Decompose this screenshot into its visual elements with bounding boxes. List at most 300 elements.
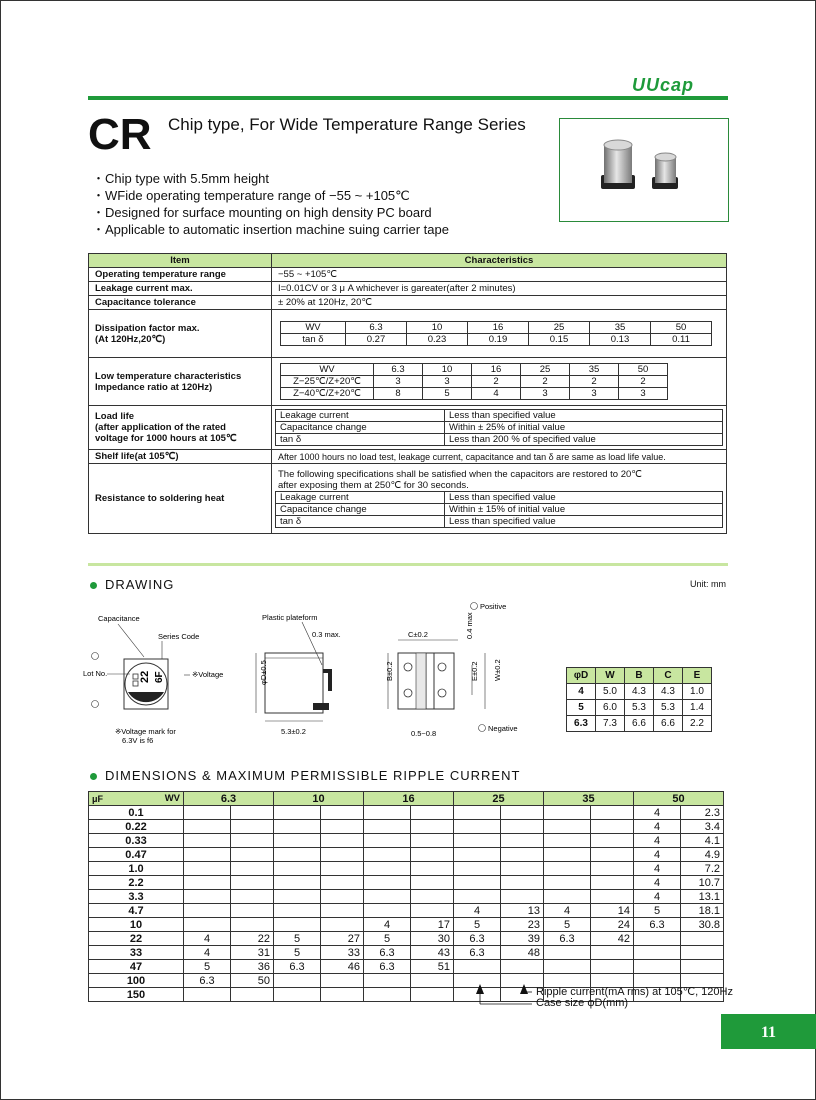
- dim-cell: 6.6: [625, 716, 654, 732]
- ripple-current-cell: [411, 820, 454, 834]
- ripple-current-cell: [231, 820, 274, 834]
- spec-header-characteristics: Characteristics: [272, 254, 727, 268]
- arrow-up-icon: [476, 984, 484, 994]
- lt-head: 50: [619, 364, 668, 376]
- capacitance-cell: 0.22: [89, 820, 184, 834]
- case-size-cell: [544, 820, 591, 834]
- ripple-current-cell: [591, 820, 634, 834]
- marking-22: 22: [139, 670, 151, 683]
- ripple-current-cell: 2.3: [681, 806, 724, 820]
- ripple-current-cell: 51: [411, 960, 454, 974]
- case-size-cell: [274, 806, 321, 820]
- case-size-cell: [544, 848, 591, 862]
- case-size-cell: 5: [544, 918, 591, 932]
- case-size-cell: [274, 876, 321, 890]
- ripple-current-cell: [411, 848, 454, 862]
- ripple-current-cell: 22: [231, 932, 274, 946]
- ripple-current-cell: 31: [231, 946, 274, 960]
- unit-label: Unit: mm: [690, 579, 726, 589]
- case-size-cell: [454, 890, 501, 904]
- ripple-current-cell: 30: [411, 932, 454, 946]
- wv-head: 16: [364, 792, 454, 806]
- case-size-cell: [544, 890, 591, 904]
- lt-value: 4: [472, 388, 521, 400]
- ripple-current-cell: [501, 820, 544, 834]
- table-row: [89, 806, 724, 820]
- dim-head: B: [625, 668, 654, 684]
- dim-cell: 6.0: [596, 700, 625, 716]
- case-size-cell: 4: [634, 848, 681, 862]
- spec-label: [89, 310, 272, 358]
- dim-cell: 2.2: [683, 716, 712, 732]
- table-row: [89, 932, 724, 946]
- dim-head: E: [683, 668, 712, 684]
- case-size-cell: [184, 988, 231, 1002]
- product-photo: [559, 118, 729, 222]
- table-row: [89, 862, 724, 876]
- ripple-current-cell: [411, 876, 454, 890]
- case-size-cell: 6.3: [184, 974, 231, 988]
- case-size-cell: [544, 862, 591, 876]
- df-head: 50: [651, 322, 712, 334]
- wv-head: 10: [274, 792, 364, 806]
- capacitance-cell: 4.7: [89, 904, 184, 918]
- ripple-current-cell: [501, 834, 544, 848]
- ripple-current-cell: 39: [501, 932, 544, 946]
- case-size-cell: [364, 820, 411, 834]
- ripple-current-cell: [591, 960, 634, 974]
- df-head: 35: [590, 322, 651, 334]
- case-size-cell: 6.3: [364, 946, 411, 960]
- ripple-current-cell: [411, 806, 454, 820]
- case-size-cell: 4: [634, 876, 681, 890]
- dim-cell: 5.0: [596, 684, 625, 700]
- brand-logo: UUcap: [632, 75, 695, 95]
- ripple-current-cell: [231, 918, 274, 932]
- case-size-cell: 5: [274, 946, 321, 960]
- case-size-cell: [184, 806, 231, 820]
- ripple-current-cell: [411, 904, 454, 918]
- lt-value: 2: [570, 376, 619, 388]
- feature-item: ・WFide operating temperature range of −55 ~ +105℃: [92, 188, 410, 203]
- ripple-current-cell: [231, 862, 274, 876]
- df-value: tan δ: [281, 334, 346, 346]
- solder-note: The following specifications shall be satisfied when the capacitors are restored to 20℃: [278, 469, 642, 480]
- dim-label: 5.3±0.2: [281, 727, 306, 736]
- dimension-drawing: [80, 595, 540, 765]
- case-size-cell: [634, 960, 681, 974]
- lt-value: Z−40℃/Z+20℃: [281, 388, 374, 400]
- lt-value: 5: [423, 388, 472, 400]
- case-size-cell: 5: [184, 960, 231, 974]
- case-size-cell: [274, 918, 321, 932]
- drawing-label: 0.3 max.: [312, 630, 341, 639]
- ripple-current-cell: [321, 834, 364, 848]
- case-size-cell: 4: [184, 946, 231, 960]
- spec-label-line: voltage for 1000 hours at 105℃: [95, 433, 237, 444]
- wv-head: 6.3: [184, 792, 274, 806]
- spec-label: Leakage current max.: [89, 282, 272, 296]
- legend-case: Case size φD(mm): [536, 997, 629, 1009]
- drawing-label: Negative: [488, 724, 518, 733]
- table-row: [89, 918, 724, 932]
- case-size-cell: 6.3: [544, 932, 591, 946]
- ripple-current-cell: 18.1: [681, 904, 724, 918]
- dim-cell: 1.4: [683, 700, 712, 716]
- ripple-current-cell: [591, 946, 634, 960]
- ripple-current-cell: 30.8: [681, 918, 724, 932]
- ripple-current-cell: 10.7: [681, 876, 724, 890]
- df-head: WV: [281, 322, 346, 334]
- wv-head: 50: [634, 792, 724, 806]
- case-size-cell: [364, 806, 411, 820]
- table-row: [89, 960, 724, 974]
- case-size-cell: [184, 862, 231, 876]
- dim-cell: 4.3: [625, 684, 654, 700]
- case-size-cell: 4: [184, 932, 231, 946]
- solder-item: Capacitance change: [276, 504, 445, 516]
- df-value: 0.23: [407, 334, 468, 346]
- solder-value: Less than specified value: [445, 516, 723, 528]
- case-size-cell: [274, 834, 321, 848]
- drawing-heading: [90, 577, 174, 592]
- low-temp-table: [280, 363, 668, 400]
- ripple-current-cell: [681, 946, 724, 960]
- ripple-current-cell: 43: [411, 946, 454, 960]
- ripple-current-cell: [411, 974, 454, 988]
- lt-cell: [272, 358, 727, 406]
- ripple-current-cell: [231, 890, 274, 904]
- ll-item: tan δ: [276, 434, 445, 446]
- ripple-current-cell: 23: [501, 918, 544, 932]
- ripple-heading: [90, 768, 520, 783]
- spec-label-line: (after application of the rated: [95, 422, 226, 433]
- lt-value: 3: [521, 388, 570, 400]
- ripple-current-cell: [501, 960, 544, 974]
- load-life-cell: [272, 406, 727, 450]
- feature-item: ・Applicable to automatic insertion machine suing carrier tape: [92, 222, 449, 237]
- case-size-cell: [184, 820, 231, 834]
- ripple-current-cell: 7.2: [681, 862, 724, 876]
- spec-label-line: Impedance ratio at 120Hz): [95, 381, 213, 393]
- case-size-cell: [274, 974, 321, 988]
- case-size-cell: 6.3: [634, 918, 681, 932]
- capacitor-photo-image: [560, 119, 728, 221]
- case-size-cell: 5: [454, 918, 501, 932]
- case-size-cell: [364, 862, 411, 876]
- case-size-cell: [634, 946, 681, 960]
- spec-header-item: Item: [89, 254, 272, 268]
- drawing-heading-text: DRAWING: [105, 577, 175, 592]
- df-value: 0.27: [346, 334, 407, 346]
- spec-label-line: Low temperature characteristics: [95, 370, 242, 382]
- wv-head: 35: [544, 792, 634, 806]
- solder-cell: [272, 464, 727, 534]
- case-size-cell: [454, 820, 501, 834]
- spec-label: Resistance to soldering heat: [89, 464, 272, 534]
- ll-item: Capacitance change: [276, 422, 445, 434]
- case-size-cell: [184, 890, 231, 904]
- ripple-current-cell: 13: [501, 904, 544, 918]
- ripple-current-cell: [501, 862, 544, 876]
- capacitance-cell: 1.0: [89, 862, 184, 876]
- bullet-icon: [90, 773, 97, 780]
- ripple-current-cell: 46: [321, 960, 364, 974]
- lt-head: 10: [423, 364, 472, 376]
- solder-value: Within ± 15% of initial value: [445, 504, 723, 516]
- df-head: 16: [468, 322, 529, 334]
- dim-cell: 4: [567, 684, 596, 700]
- lt-head: 6.3: [374, 364, 423, 376]
- table-row: [89, 820, 724, 834]
- feature-list: [92, 170, 449, 238]
- lt-value: 3: [570, 388, 619, 400]
- spec-label: [89, 406, 272, 450]
- dim-cell: 6.3: [567, 716, 596, 732]
- table-row: [89, 946, 724, 960]
- ripple-heading-text: DIMENSIONS & MAXIMUM PERMISSIBLE RIPPLE CURRENT: [105, 768, 521, 783]
- ripple-current-cell: 17: [411, 918, 454, 932]
- ripple-current-cell: [321, 848, 364, 862]
- ripple-table: [88, 791, 724, 1002]
- df-head: 25: [529, 322, 590, 334]
- ripple-current-cell: 14: [591, 904, 634, 918]
- case-size-cell: [184, 848, 231, 862]
- ripple-current-cell: [501, 806, 544, 820]
- case-size-cell: 5: [274, 932, 321, 946]
- legend-ripple: Ripple current(mA rms) at 105℃, 120Hz: [536, 986, 733, 998]
- ripple-current-cell: [591, 806, 634, 820]
- case-size-cell: [544, 806, 591, 820]
- case-size-cell: [364, 988, 411, 1002]
- ripple-current-cell: [411, 890, 454, 904]
- case-size-cell: 4: [634, 820, 681, 834]
- dim-head: C: [654, 668, 683, 684]
- feature-item: ・Designed for surface mounting on high density PC board: [92, 205, 432, 220]
- lt-value: 3: [619, 388, 668, 400]
- spec-label: [89, 358, 272, 406]
- drawing-label: Series Code: [158, 632, 200, 641]
- case-size-cell: [184, 904, 231, 918]
- ripple-current-cell: [681, 932, 724, 946]
- spec-value: −55 ~ +105℃: [272, 268, 727, 282]
- ripple-current-cell: [231, 806, 274, 820]
- dim-cell: 5.3: [654, 700, 683, 716]
- corner-wv: WV: [164, 792, 180, 804]
- solder-value: Less than specified value: [445, 492, 723, 504]
- series-code: CR: [88, 110, 152, 159]
- dim-label: C±0.2: [408, 630, 428, 639]
- case-size-cell: [454, 876, 501, 890]
- solder-note: after exposing them at 250℃ for 30 seconds.: [278, 480, 469, 491]
- side-view: [256, 613, 341, 736]
- dim-cell: 6.6: [654, 716, 683, 732]
- table-row: [89, 876, 724, 890]
- df-value: 0.13: [590, 334, 651, 346]
- ripple-current-cell: [501, 848, 544, 862]
- ll-item: Leakage current: [276, 410, 445, 422]
- case-size-cell: [274, 862, 321, 876]
- feature-item: ・Chip type with 5.5mm height: [92, 171, 270, 186]
- case-size-cell: [454, 834, 501, 848]
- spec-label: Capacitance tolerance: [89, 296, 272, 310]
- spec-label-line: Dissipation factor max.: [95, 322, 200, 334]
- capacitance-cell: 10: [89, 918, 184, 932]
- ripple-current-cell: 36: [231, 960, 274, 974]
- dim-label: 0.4 max: [465, 612, 474, 639]
- dim-cell: 4.3: [654, 684, 683, 700]
- drawing-label: Plastic plateform: [262, 613, 318, 622]
- spec-label: Operating temperature range: [89, 268, 272, 282]
- dimension-table: [566, 667, 712, 732]
- ripple-current-cell: [501, 876, 544, 890]
- case-size-cell: 4: [364, 918, 411, 932]
- ripple-current-cell: [231, 876, 274, 890]
- ripple-current-cell: [321, 876, 364, 890]
- capacitance-cell: 2.2: [89, 876, 184, 890]
- dim-label: B±0.2: [385, 661, 394, 681]
- ripple-current-cell: [321, 918, 364, 932]
- case-size-cell: [544, 960, 591, 974]
- dim-cell: 5.3: [625, 700, 654, 716]
- df-head: 6.3: [346, 322, 407, 334]
- header-rule: [88, 96, 728, 100]
- case-size-cell: [274, 890, 321, 904]
- dim-label: W±0.2: [493, 659, 502, 681]
- case-size-cell: [274, 988, 321, 1002]
- df-head: 10: [407, 322, 468, 334]
- lt-value: Z−25℃/Z+20℃: [281, 376, 374, 388]
- wv-head: 25: [454, 792, 544, 806]
- capacitance-cell: 3.3: [89, 890, 184, 904]
- case-size-cell: [454, 848, 501, 862]
- lt-value: 8: [374, 388, 423, 400]
- case-size-cell: [544, 876, 591, 890]
- table-row: [89, 848, 724, 862]
- ripple-current-cell: [591, 862, 634, 876]
- marking-6f: 6F: [154, 671, 165, 683]
- case-size-cell: [454, 960, 501, 974]
- ripple-current-cell: [321, 820, 364, 834]
- lt-head: WV: [281, 364, 374, 376]
- capacitance-cell: 100: [89, 974, 184, 988]
- load-life-table: [275, 409, 723, 446]
- lt-value: 2: [521, 376, 570, 388]
- solder-table: [275, 491, 723, 528]
- page-number: 11: [721, 1014, 816, 1049]
- ripple-current-cell: 33: [321, 946, 364, 960]
- ripple-current-cell: [321, 988, 364, 1002]
- case-size-cell: 6.3: [274, 960, 321, 974]
- case-size-cell: [184, 834, 231, 848]
- ripple-current-cell: 24: [591, 918, 634, 932]
- section-divider: [88, 563, 728, 566]
- lt-head: 25: [521, 364, 570, 376]
- case-size-cell: [364, 904, 411, 918]
- case-size-cell: 5: [634, 904, 681, 918]
- drawing-label: Positive: [480, 602, 507, 611]
- ripple-current-cell: [321, 862, 364, 876]
- dim-head: φD: [567, 668, 596, 684]
- case-size-cell: [184, 876, 231, 890]
- solder-item: tan δ: [276, 516, 445, 528]
- case-size-cell: 4: [634, 862, 681, 876]
- capacitance-cell: 33: [89, 946, 184, 960]
- case-size-cell: [364, 876, 411, 890]
- case-size-cell: [274, 820, 321, 834]
- ripple-current-cell: 3.4: [681, 820, 724, 834]
- case-size-cell: [544, 946, 591, 960]
- spec-value: After 1000 hours no load test, leakage current, capacitance and tan δ are same as load life value.: [272, 450, 727, 464]
- case-size-cell: [364, 974, 411, 988]
- case-size-cell: [454, 862, 501, 876]
- df-value: 0.15: [529, 334, 590, 346]
- capacitance-cell: 150: [89, 988, 184, 1002]
- lt-value: 3: [374, 376, 423, 388]
- capacitance-cell: 22: [89, 932, 184, 946]
- ripple-current-cell: 13.1: [681, 890, 724, 904]
- ripple-current-cell: [231, 904, 274, 918]
- drawing-label: Lot No.: [83, 669, 108, 678]
- case-size-cell: 4: [634, 806, 681, 820]
- lt-value: 2: [619, 376, 668, 388]
- spec-value: I=0.01CV or 3 μ A whichever is gareater(after 2 minutes): [272, 282, 727, 296]
- corner-uf: μF: [92, 793, 104, 804]
- case-size-cell: 4: [454, 904, 501, 918]
- ripple-current-cell: [681, 960, 724, 974]
- table-row: [89, 890, 724, 904]
- case-size-cell: [454, 806, 501, 820]
- bullet-icon: [90, 582, 97, 589]
- df-value: 0.19: [468, 334, 529, 346]
- drawing-label: ※Voltage: [192, 670, 224, 679]
- ripple-current-cell: [231, 988, 274, 1002]
- spec-label-line: (At 120Hz,20℃): [95, 333, 166, 345]
- case-size-cell: 6.3: [454, 946, 501, 960]
- case-size-cell: [544, 834, 591, 848]
- case-size-cell: 4: [544, 904, 591, 918]
- case-size-cell: [634, 932, 681, 946]
- ripple-current-cell: [411, 988, 454, 1002]
- spec-value: ± 20% at 120Hz, 20℃: [272, 296, 727, 310]
- ripple-corner: [89, 792, 184, 806]
- case-size-cell: [274, 904, 321, 918]
- spec-label-line: Load life: [95, 411, 135, 422]
- table-row: [89, 904, 724, 918]
- drawing-label: Capacitance: [98, 614, 140, 623]
- ripple-current-cell: [321, 904, 364, 918]
- top-view: [83, 614, 223, 745]
- table-row: [89, 834, 724, 848]
- case-size-cell: [364, 890, 411, 904]
- ripple-current-cell: [231, 834, 274, 848]
- spec-table: [88, 253, 727, 534]
- lt-head: 35: [570, 364, 619, 376]
- capacitance-cell: 0.1: [89, 806, 184, 820]
- dim-label: 0.5~0.8: [411, 729, 437, 738]
- ripple-current-cell: [591, 834, 634, 848]
- lt-value: 2: [472, 376, 521, 388]
- ripple-current-cell: [321, 890, 364, 904]
- dim-cell: 5: [567, 700, 596, 716]
- ripple-current-cell: [411, 862, 454, 876]
- drawing-note: 6.3V is f6: [122, 736, 154, 745]
- ripple-current-cell: [591, 876, 634, 890]
- ripple-current-cell: [501, 890, 544, 904]
- lt-head: 16: [472, 364, 521, 376]
- case-size-cell: [364, 834, 411, 848]
- ripple-current-cell: [591, 848, 634, 862]
